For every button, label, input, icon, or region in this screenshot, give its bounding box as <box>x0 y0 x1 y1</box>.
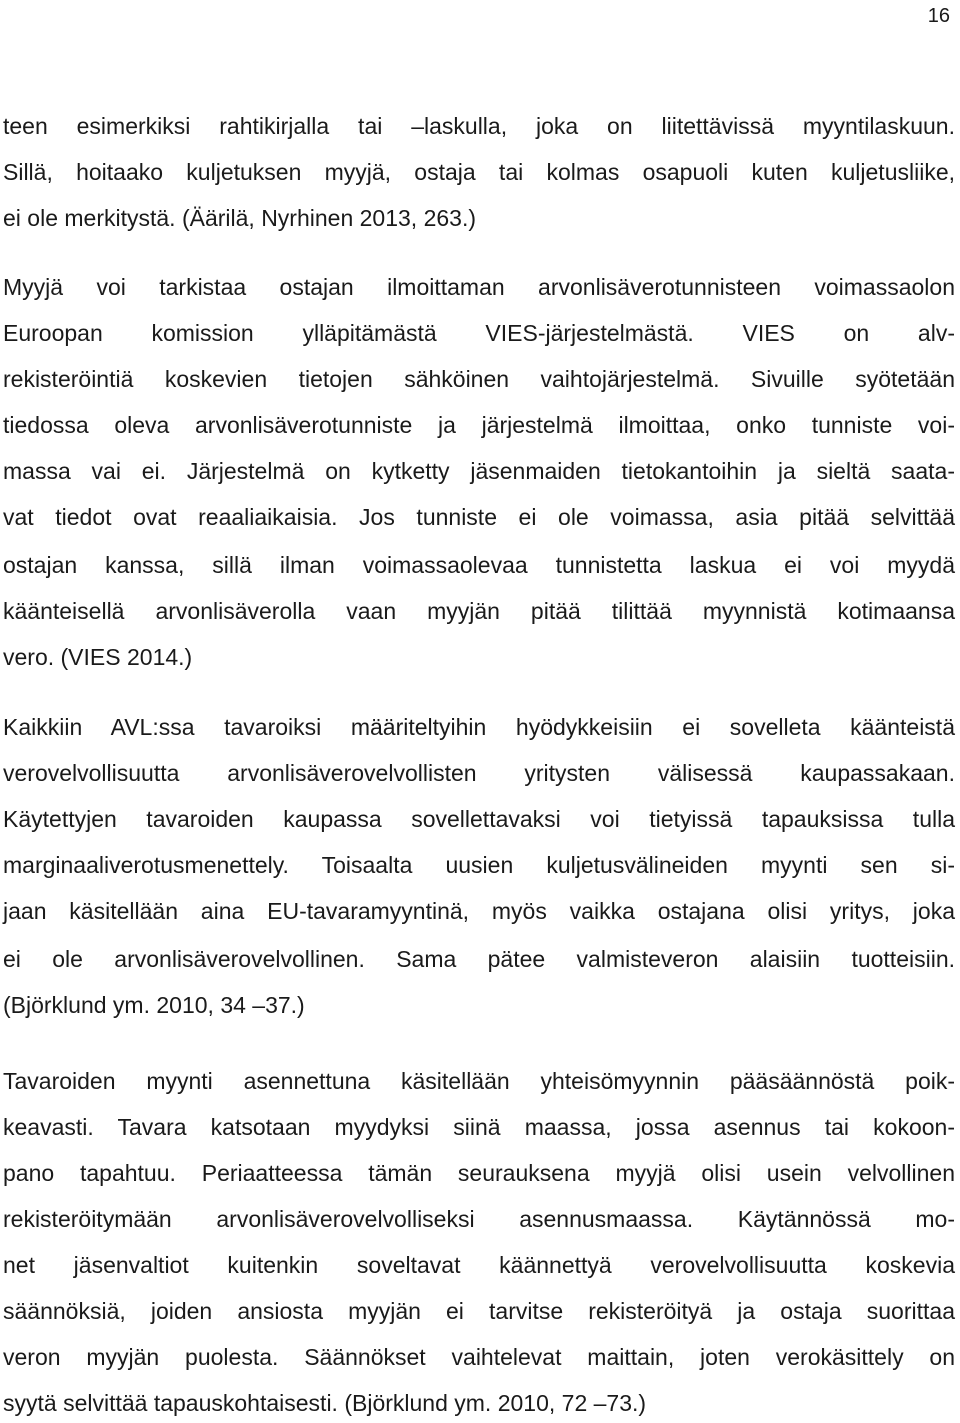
text-line: tiedossa oleva arvonlisäverotunniste ja järjestelmä ilmoittaa, onko tunniste voi- <box>3 412 955 438</box>
text-line: veron myyjän puolesta. Säännökset vaihtelevat maittain, joten verokäsittely on <box>3 1344 955 1370</box>
text-line: Myyjä voi tarkistaa ostajan ilmoittaman arvonlisäverotunnisteen voimassaolon <box>3 274 955 300</box>
page-number: 16 <box>927 5 950 27</box>
text-line: Sillä, hoitaako kuljetuksen myyjä, ostaja tai kolmas osapuoli kuten kuljetusliike, <box>3 159 955 185</box>
text-line: net jäsenvaltiot kuitenkin soveltavat käännettyä verovelvollisuutta koskevia <box>3 1252 955 1278</box>
text-line: massa vai ei. Järjestelmä on kytketty jäsenmaiden tietokantoihin ja sieltä saata- <box>3 458 955 484</box>
text-line: Kaikkiin AVL:ssa tavaroiksi määriteltyihin hyödykkeisiin ei sovelleta käänteistä <box>3 714 955 740</box>
text-line: verovelvollisuutta arvonlisäverovelvollisten yritysten välisessä kaupassakaan. <box>3 760 955 786</box>
text-line: Käytettyjen tavaroiden kaupassa sovellettavaksi voi tietyissä tapauksissa tulla <box>3 806 955 832</box>
text-line: marginaaliverotusmenettely. Toisaalta uusien kuljetusvälineiden myynti sen si- <box>3 852 955 878</box>
text-line: vat tiedot ovat reaaliaikaisia. Jos tunniste ei ole voimassa, asia pitää selvittää <box>3 504 955 530</box>
text-line: pano tapahtuu. Periaatteessa tämän seurauksena myyjä olisi usein velvollinen <box>3 1160 955 1186</box>
text-line: syytä selvittää tapauskohtaisesti. (Björklund ym. 2010, 72 –73.) <box>3 1390 647 1416</box>
text-line: rekisteröintiä koskevien tietojen sähköinen vaihtojärjestelmä. Sivuille syötetään <box>3 366 955 392</box>
text-line: (Björklund ym. 2010, 34 –37.) <box>3 992 305 1018</box>
text-line: Euroopan komission ylläpitämästä VIES-järjestelmästä. VIES on alv- <box>3 320 955 346</box>
text-line: ei ole arvonlisäverovelvollinen. Sama pätee valmisteveron alaisiin tuotteisiin. <box>3 946 955 972</box>
text-line: rekisteröitymään arvonlisäverovelvolliseksi asennusmaassa. Käytännössä mo- <box>3 1206 955 1232</box>
text-line: teen esimerkiksi rahtikirjalla tai –laskulla, joka on liitettävissä myyntilaskuun. <box>3 113 955 139</box>
text-line: käänteisellä arvonlisäverolla vaan myyjän pitää tilittää myynnistä kotimaansa <box>3 598 955 624</box>
text-line: ei ole merkitystä. (Äärilä, Nyrhinen 2013, 263.) <box>3 205 476 231</box>
text-line: ostajan kanssa, sillä ilman voimassaolevaa tunnistetta laskua ei voi myydä <box>3 552 955 578</box>
text-line: Tavaroiden myynti asennettuna käsitellään yhteisömyynnin pääsäännöstä poik- <box>3 1068 955 1094</box>
text-line: jaan käsitellään aina EU-tavaramyyntinä, myös vaikka ostajana olisi yritys, joka <box>3 898 955 924</box>
text-line: keavasti. Tavara katsotaan myydyksi siinä maassa, jossa asennus tai kokoon- <box>3 1114 955 1140</box>
text-line: säännöksiä, joiden ansiosta myyjän ei tarvitse rekisteröityä ja ostaja suorittaa <box>3 1298 955 1324</box>
text-line: vero. (VIES 2014.) <box>3 644 193 670</box>
